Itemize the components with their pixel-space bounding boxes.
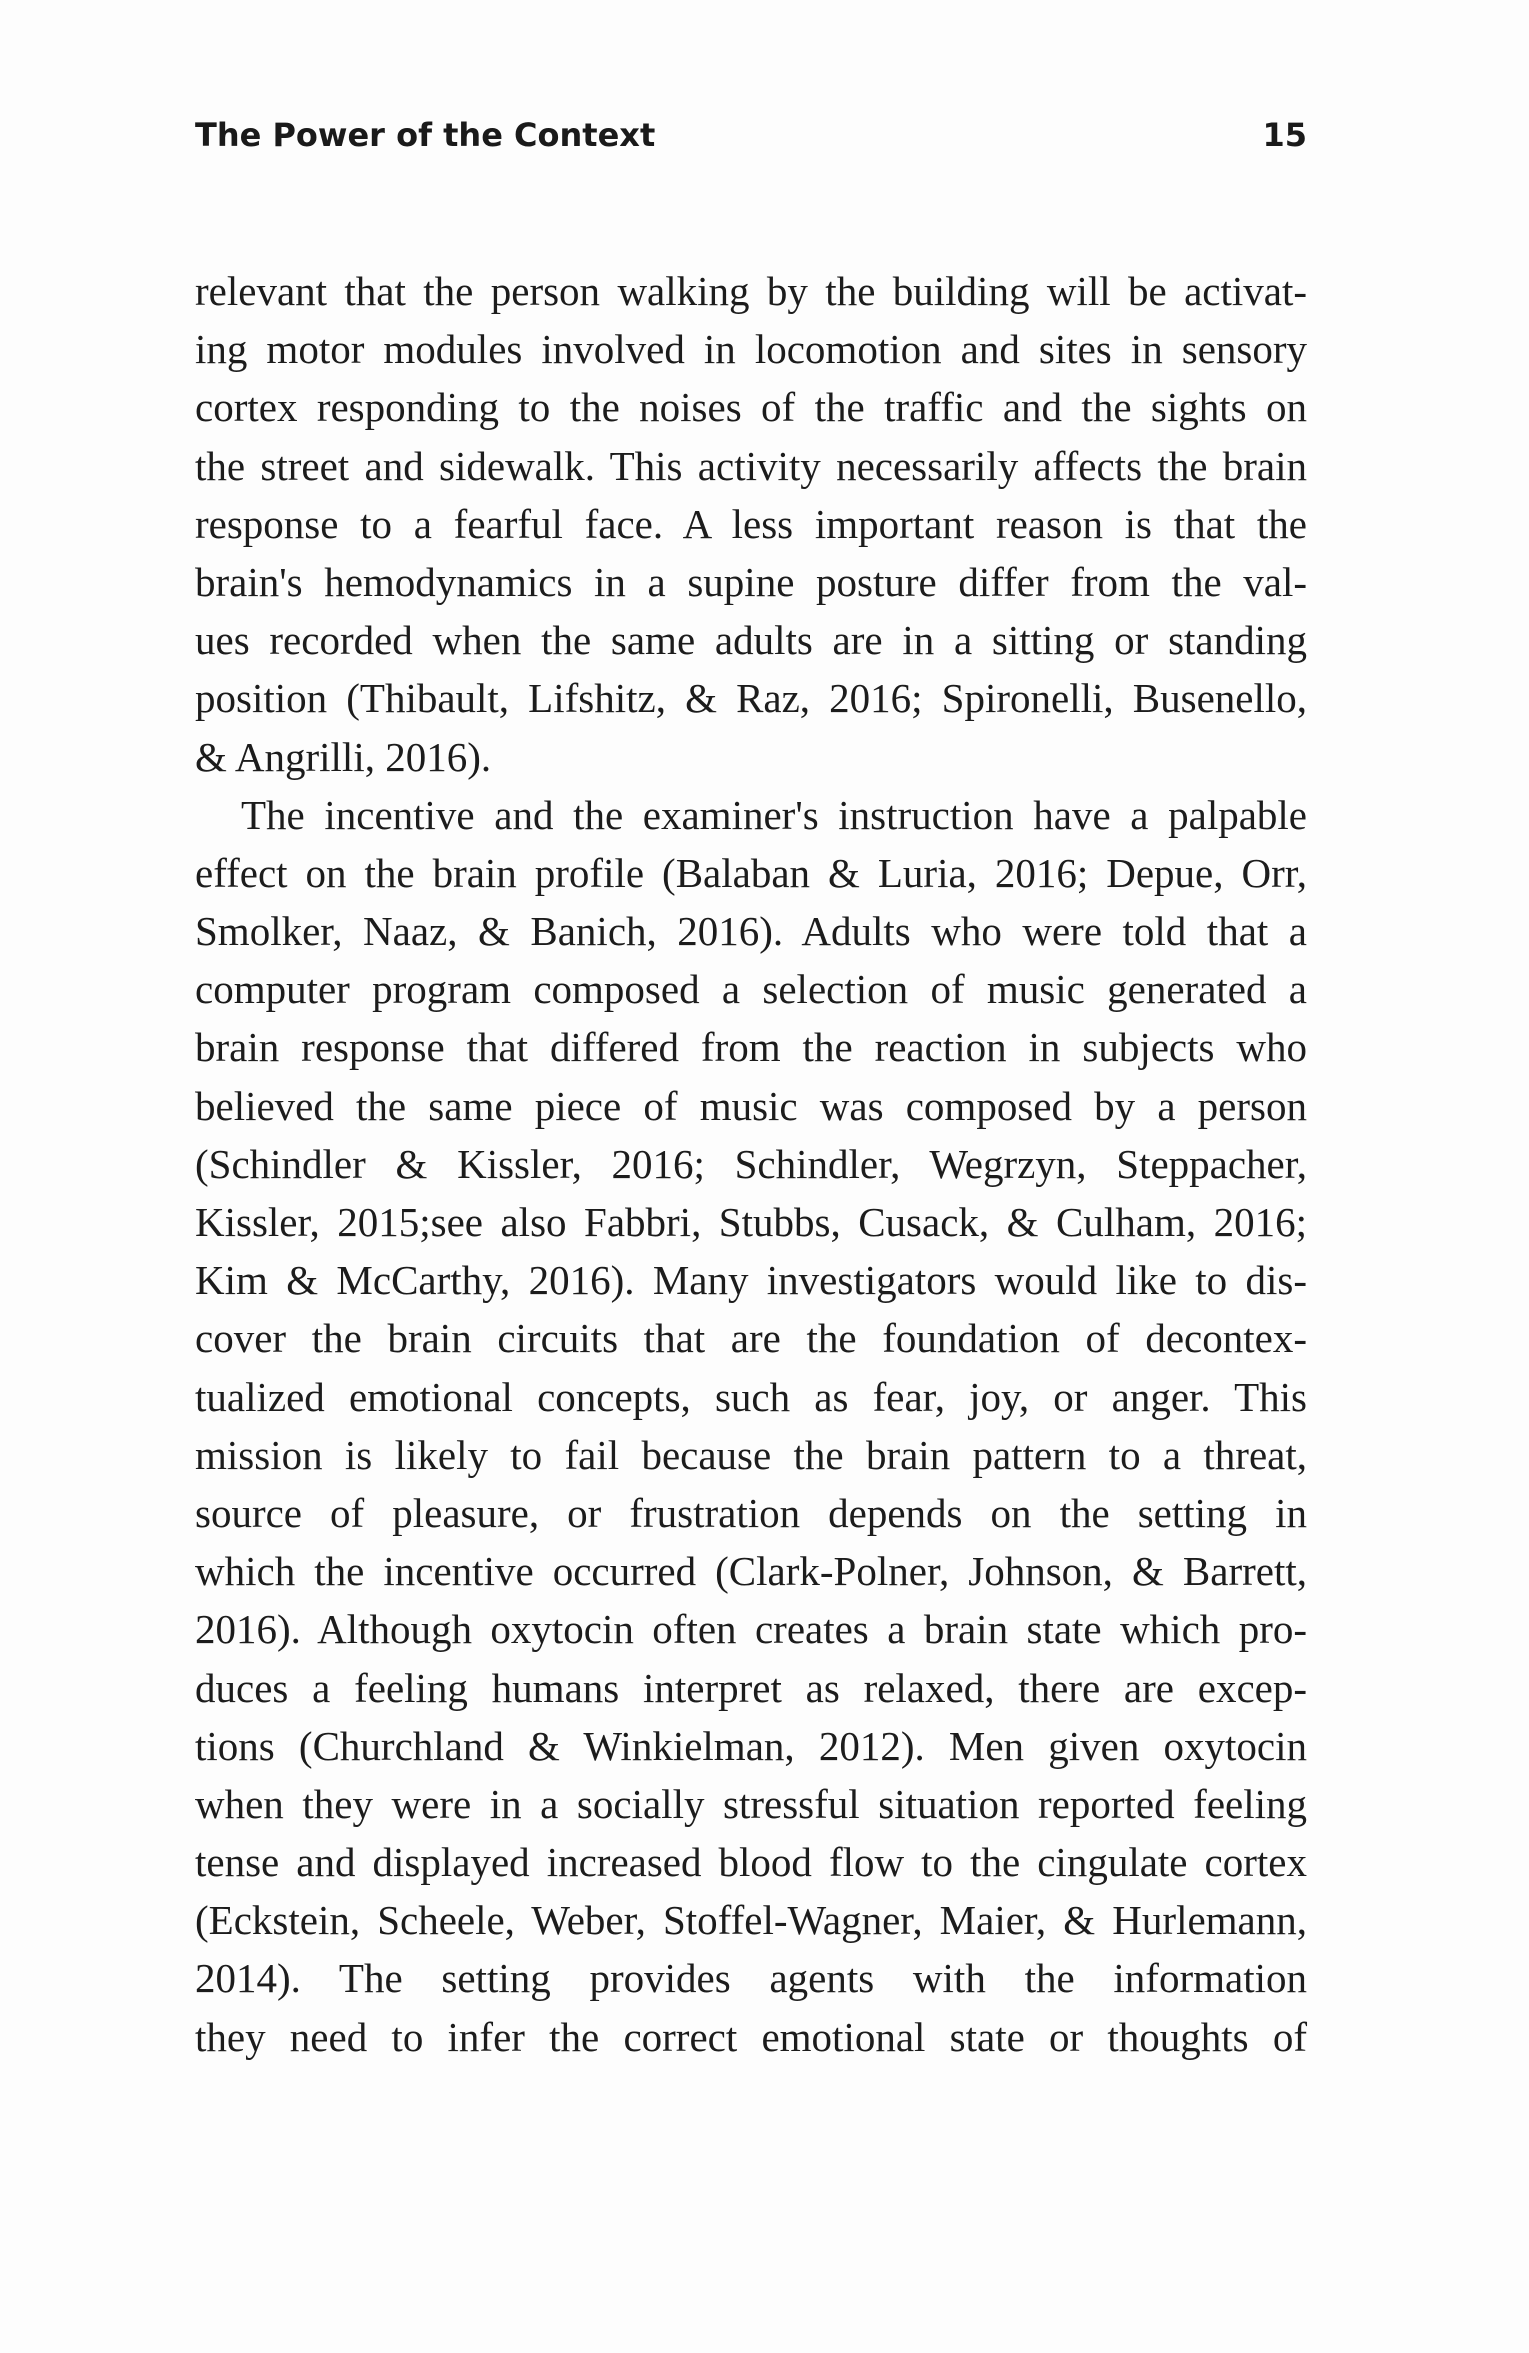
text-line: (Eckstein, Scheele, Weber, Stoffel-Wagner, Maier, & Hurlemann, [195,1897,1307,1944]
text-line: duces a feeling humans interpret as relaxed, there are excep- [195,1664,1307,1711]
text-line: brain's hemodynamics in a supine posture differ from the val- [195,558,1307,605]
text-line: they need to infer the correct emotional state or thoughts of [195,2013,1307,2060]
running-title: The Power of the Context [195,116,656,154]
text-line: The incentive and the examiner's instruction have a palpable [241,791,1307,838]
text-line: 2014). The setting provides agents with the information [195,1955,1307,2002]
text-line: Kim & McCarthy, 2016). Many investigators would like to dis- [195,1257,1307,1304]
paragraph-2 [195,786,1307,2066]
text-line: cover the brain circuits that are the foundation of decontex- [195,1315,1307,1362]
text-line: brain response that differed from the reaction in subjects who [195,1024,1307,1071]
body-text [195,262,1307,2066]
text-line: tense and displayed increased blood flow to the cingulate cortex [195,1839,1307,1886]
text-line: source of pleasure, or frustration depends on the setting in [195,1489,1307,1536]
text-line: (Schindler & Kissler, 2016; Schindler, Wegrzyn, Steppacher, [195,1140,1307,1187]
page-number: 15 [1262,116,1307,154]
text-line: response to a fearful face. A less important reason is that the [195,500,1307,547]
text-line: ues recorded when the same adults are in a sitting or standing [195,617,1307,664]
text-line: when they were in a socially stressful situation reported feeling [195,1780,1307,1827]
text-line: ing motor modules involved in locomotion and sites in sensory [195,326,1307,373]
paragraph-1 [195,262,1307,786]
text-line: mission is likely to fail because the brain pattern to a threat, [195,1431,1307,1478]
running-header [195,116,1307,166]
text-line: 2016). Although oxytocin often creates a brain state which pro- [195,1606,1307,1653]
text-line: & Angrilli, 2016). [195,733,492,780]
text-line: Smolker, Naaz, & Banich, 2016). Adults who were told that a [195,908,1307,955]
text-line: Kissler, 2015;see also Fabbri, Stubbs, Cusack, & Culham, 2016; [195,1199,1307,1245]
text-line: computer program composed a selection of music generated a [195,966,1307,1013]
text-line: tualized emotional concepts, such as fear, joy, or anger. This [195,1373,1307,1420]
text-line: effect on the brain profile (Balaban & Luria, 2016; Depue, Orr, [195,849,1307,896]
text-line: the street and sidewalk. This activity necessarily affects the brain [195,442,1307,489]
text-line: which the incentive occurred (Clark-Polner, Johnson, & Barrett, [195,1548,1307,1595]
text-line: believed the same piece of music was composed by a person [195,1082,1307,1129]
text-line: relevant that the person walking by the building will be activat- [195,268,1307,314]
text-line: position (Thibault, Lifshitz, & Raz, 2016; Spironelli, Busenello, [195,675,1307,722]
text-line: cortex responding to the noises of the traffic and the sights on [195,384,1307,431]
text-line: tions (Churchland & Winkielman, 2012). Men given oxytocin [195,1722,1307,1769]
